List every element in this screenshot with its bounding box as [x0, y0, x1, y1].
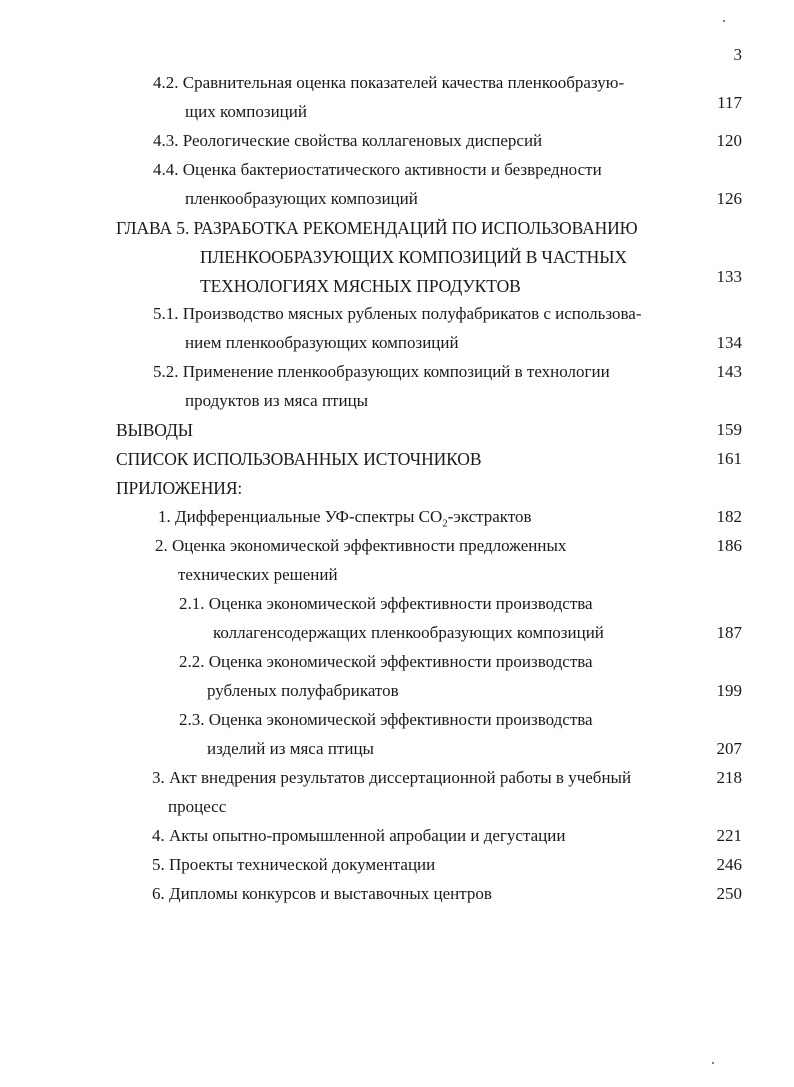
toc-entry-4-4-line1: 4.4. Оценка бактериостатического активности и безвредности	[153, 160, 602, 179]
toc-appendix-3-line1: 3. Акт внедрения результатов диссертационной работы в учебный	[152, 768, 632, 787]
toc-appendix-2-2-line2: рубленых полуфабрикатов	[207, 681, 399, 700]
toc-page-appendix-2-1: 187	[716, 623, 742, 642]
toc-page-appendix-4: 221	[716, 826, 742, 845]
toc-entry-4-3: 4.3. Реологические свойства коллагеновых дисперсий	[153, 131, 543, 150]
toc-page-appendix-6: 250	[716, 884, 742, 903]
toc-chapter-5-line1: ГЛАВА 5. РАЗРАБОТКА РЕКОМЕНДАЦИЙ ПО ИСПОЛЬЗОВАНИЮ	[116, 218, 638, 238]
toc-appendix-2-3-line1: 2.3. Оценка экономической эффективности производства	[179, 710, 593, 729]
toc-page-4-3: 120	[716, 131, 742, 150]
toc-appendix-2-1-line1: 2.1. Оценка экономической эффективности производства	[179, 594, 593, 613]
toc-page-appendix-2-3: 207	[716, 739, 742, 758]
toc-page-5-2: 143	[716, 362, 742, 381]
toc-appendix-1-subscript: 2	[442, 517, 448, 530]
toc-page-appendix-1: 182	[716, 507, 742, 526]
toc-appendix-2-line2: технических решений	[178, 565, 338, 584]
toc-appendix-2-1-line2: коллагенсодержащих пленкообразующих композиций	[213, 623, 604, 642]
toc-entry-5-2-line1: 5.2. Применение пленкообразующих композиций в технологии	[153, 362, 610, 381]
toc-entry-4-2-line1: 4.2. Сравнительная оценка показателей качества пленкообразую-	[153, 73, 625, 92]
toc-appendix-1-text: 1. Дифференциальные УФ-спектры СО	[158, 507, 443, 526]
toc-page-appendix-5: 246	[716, 855, 742, 874]
toc-page-appendix-3: 218	[716, 768, 742, 787]
page-number: 3	[733, 45, 742, 64]
toc-appendix-1	[158, 506, 532, 528]
toc-appendix-2-2-line1: 2.2. Оценка экономической эффективности производства	[179, 652, 593, 671]
toc-page-conclusions: 159	[716, 420, 742, 439]
toc-entry-5-1-line2: нием пленкообразующих композиций	[185, 333, 459, 352]
toc-page-appendix-2: 186	[716, 536, 742, 555]
toc-page-4-2: 117	[717, 93, 742, 112]
toc-page-5-1: 134	[716, 333, 742, 352]
toc-page-sources: 161	[716, 449, 742, 468]
toc-page-chapter-5: 133	[716, 267, 742, 286]
toc-page-appendix-2-2: 199	[716, 681, 742, 700]
toc-entry-5-1-line1: 5.1. Производство мясных рубленых полуфабрикатов с использова-	[153, 304, 642, 323]
toc-chapter-5-line3: ТЕХНОЛОГИЯХ МЯСНЫХ ПРОДУКТОВ	[200, 276, 521, 296]
toc-page-4-4: 126	[716, 189, 742, 208]
toc-appendix-2-3-line2: изделий из мяса птицы	[207, 739, 374, 758]
toc-appendix-3-line2: процесс	[168, 797, 227, 816]
toc-appendix-6: 6. Дипломы конкурсов и выставочных центров	[152, 884, 492, 903]
toc-sources: СПИСОК ИСПОЛЬЗОВАННЫХ ИСТОЧНИКОВ	[116, 449, 482, 469]
scan-speck	[712, 1062, 714, 1064]
toc-appendices: ПРИЛОЖЕНИЯ:	[116, 478, 243, 498]
toc-conclusions: ВЫВОДЫ	[116, 420, 193, 440]
scan-speck	[723, 20, 725, 22]
toc-appendix-5: 5. Проекты технической документации	[152, 855, 436, 874]
toc-chapter-5-line2: ПЛЕНКООБРАЗУЮЩИХ КОМПОЗИЦИЙ В ЧАСТНЫХ	[200, 247, 627, 267]
toc-appendix-2-line1: 2. Оценка экономической эффективности предложенных	[155, 536, 567, 555]
toc-entry-4-2-line2: щих композиций	[185, 102, 307, 121]
toc-entry-4-4-line2: пленкообразующих композиций	[185, 189, 418, 208]
toc-entry-5-2-line2: продуктов из мяса птицы	[185, 391, 369, 410]
toc-appendix-1-text-end: -экстрактов	[447, 507, 532, 526]
toc-appendix-4: 4. Акты опытно-промышленной апробации и дегустации	[152, 826, 566, 845]
